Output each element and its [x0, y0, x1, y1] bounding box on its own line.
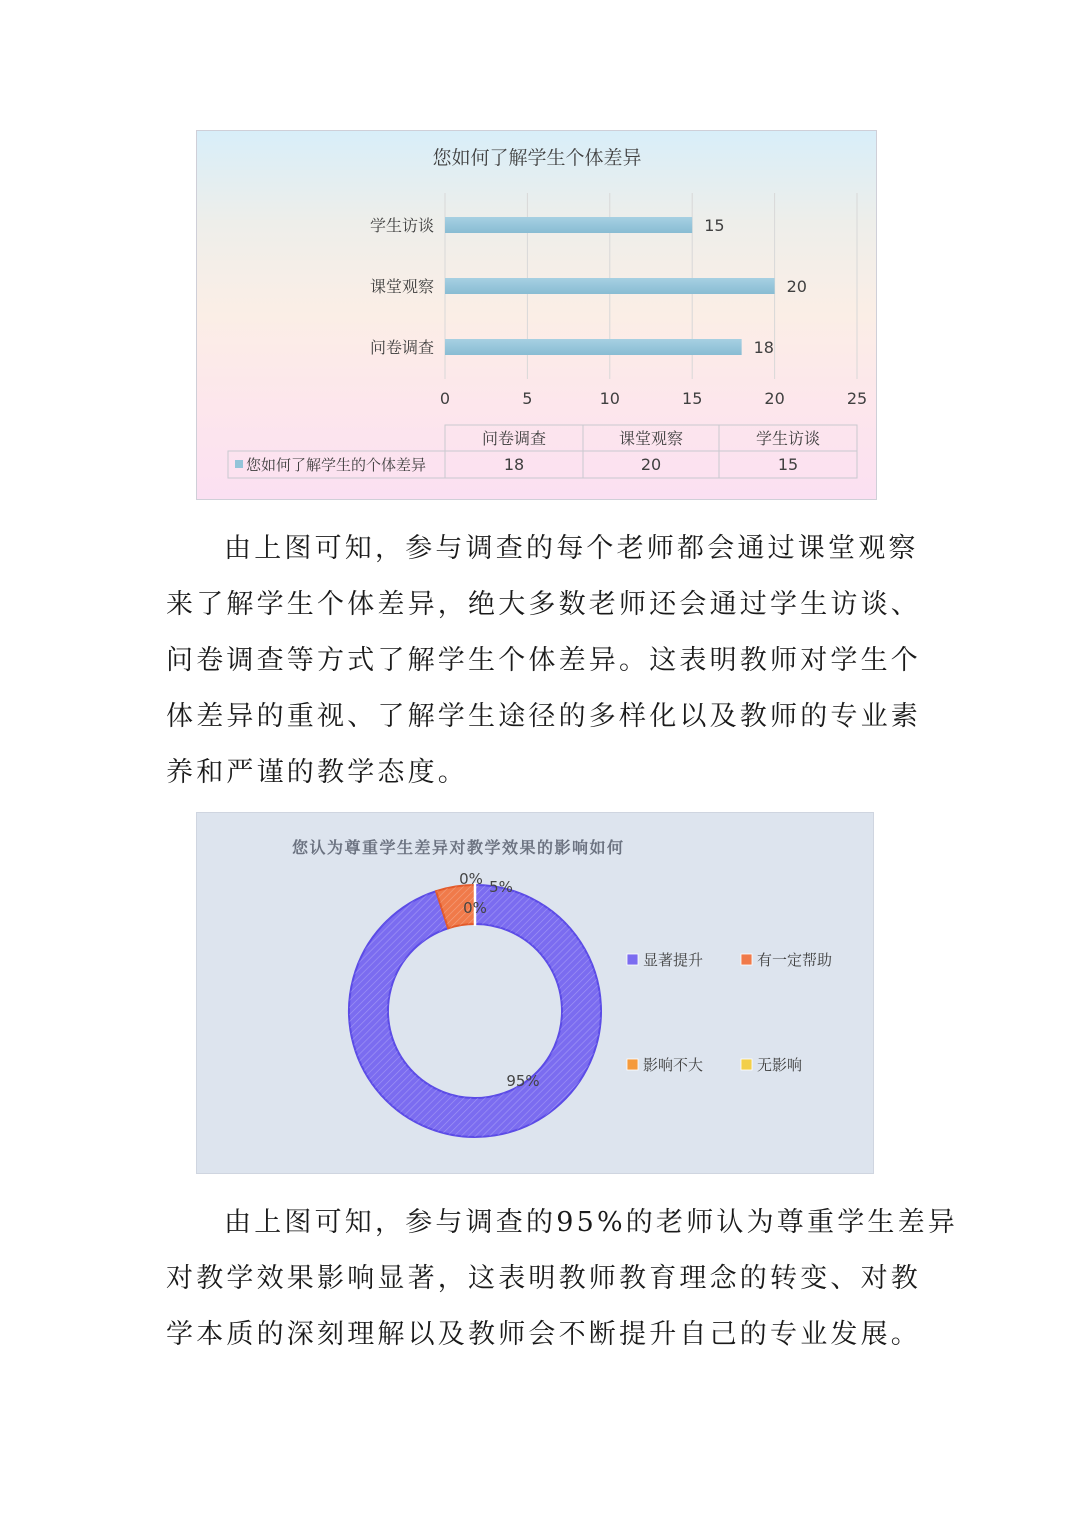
donut-value-label: 5%: [489, 878, 513, 896]
donut-value-label: 0%: [463, 899, 487, 917]
y-category-label: 课堂观察: [369, 277, 434, 296]
x-tick-label: 0: [439, 389, 451, 408]
paragraph-1-line: 由上图可知，参与调查的每个老师都会通过课堂观察: [224, 533, 919, 564]
paragraph-2-line: 由上图可知，参与调查的95%的老师认为尊重学生差异: [224, 1207, 959, 1238]
x-tick-label: 5: [522, 389, 533, 408]
donut-legend: [627, 951, 832, 1074]
bar: [445, 278, 775, 294]
bar-tick-labels: [440, 389, 867, 408]
legend-label: 有一定帮助: [757, 951, 833, 969]
paragraph-1-line: 养和严谨的教学态度。: [166, 757, 468, 788]
bar-data-label: 15: [704, 216, 725, 235]
bar-chart-panel: [196, 130, 877, 500]
table-value-cell: 20: [640, 455, 662, 474]
table-header-cell: 学生访谈: [755, 429, 821, 448]
legend-label: 显著提升: [643, 951, 704, 969]
y-category-label: 学生访谈: [369, 216, 434, 235]
bar-marks: [445, 216, 807, 357]
x-tick-label: 25: [846, 389, 868, 408]
donut-chart-title: 您认为尊重学生差异对教学效果的影响如何: [292, 838, 625, 857]
legend-swatch: [627, 1059, 638, 1070]
x-tick-label: 10: [599, 389, 620, 408]
bar-category-labels: [370, 216, 434, 357]
bar-data-label: 20: [786, 277, 807, 296]
bar-chart-title: 您如何了解学生个体差异: [432, 147, 642, 169]
paragraph-1-line: 来了解学生个体差异，绝大多数老师还会通过学生访谈、: [166, 589, 921, 620]
paragraph-2-line: 学本质的深刻理解以及教师会不断提升自己的专业发展。: [166, 1319, 921, 1350]
legend-label: 无影响: [757, 1056, 803, 1074]
paragraph-1-line: 问卷调查等方式了解学生个体差异。这表明教师对学生个: [166, 645, 921, 676]
table-value-cell: 15: [777, 455, 799, 474]
donut-chart-panel: [196, 812, 874, 1174]
donut-value-label: 0%: [459, 870, 483, 888]
legend-swatch: [627, 954, 638, 965]
paragraph-1-line: 体差异的重视、了解学生途径的多样化以及教师的专业素: [166, 701, 921, 732]
legend-swatch: [741, 1059, 752, 1070]
bar: [445, 217, 692, 233]
legend-swatch: [741, 954, 752, 965]
donut-slices: [349, 883, 601, 1137]
paragraph-2: [166, 1195, 959, 1363]
legend-swatch: [235, 460, 243, 468]
x-tick-label: 20: [764, 389, 785, 408]
paragraph-1: [166, 521, 926, 801]
legend-label: 影响不大: [643, 1056, 704, 1074]
donut-chart-svg: [197, 813, 873, 1173]
bar-data-table: [228, 425, 857, 478]
table-header-cell: 问卷调查: [481, 429, 547, 448]
bar-data-label: 18: [753, 338, 774, 357]
bar-chart-svg: [197, 131, 876, 499]
donut-value-label: 95%: [506, 1072, 540, 1090]
table-header-cell: 课堂观察: [618, 429, 684, 448]
table-value-cell: 18: [503, 455, 525, 474]
table-series-name: 您如何了解学生的个体差异: [246, 456, 427, 474]
y-category-label: 问卷调查: [369, 338, 434, 357]
paragraph-2-line: 对教学效果影响显著，这表明教师教育理念的转变、对教: [166, 1263, 921, 1294]
x-tick-label: 15: [682, 389, 703, 408]
bar: [445, 339, 742, 355]
